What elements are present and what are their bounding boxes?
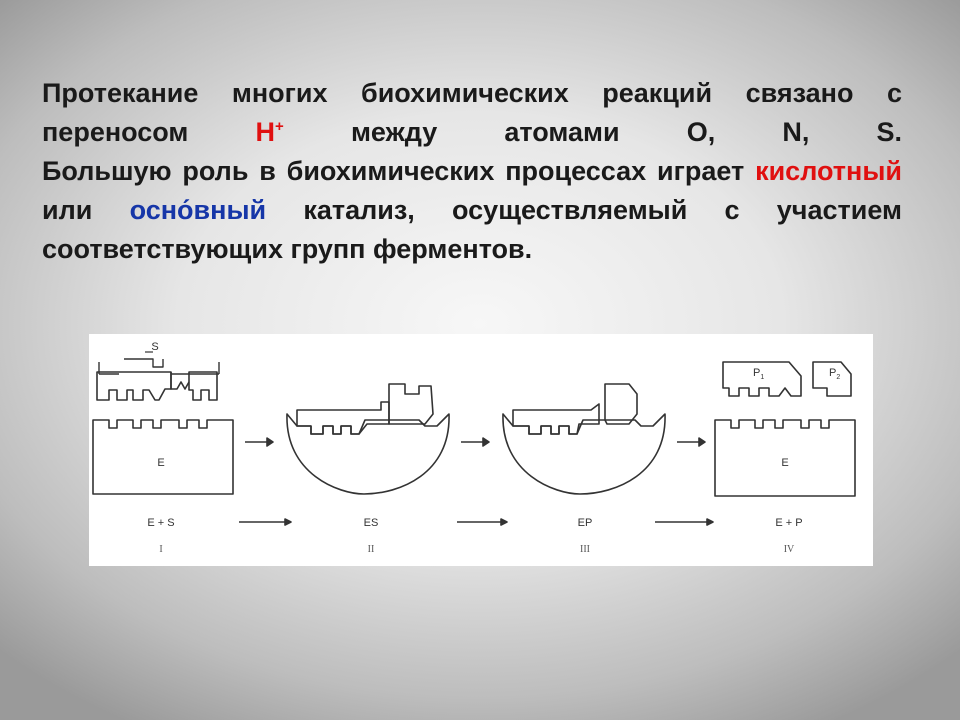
- slide-text: [42, 74, 902, 269]
- enzyme-label-stage4: E: [781, 457, 789, 469]
- text-part: между атомами O, N, S.: [350, 117, 902, 147]
- stage-numeral: I: [159, 544, 163, 555]
- substrate-label: S: [151, 341, 159, 353]
- paragraph-catalysis: [42, 152, 902, 269]
- proton-charge: +: [275, 118, 284, 135]
- paragraph-proton-transfer: [42, 74, 902, 152]
- acidic-term: кислотный: [755, 156, 902, 186]
- stage-formula: E + S: [147, 517, 175, 529]
- basic-term: осно́вный: [129, 195, 267, 225]
- es-complex-shape: [287, 384, 449, 494]
- reaction-arrow: [245, 438, 273, 446]
- product-2-label: [829, 367, 840, 381]
- text-part: или: [42, 195, 93, 225]
- text-part: катализ, осуществляемый с участием соответствующих групп ферментов.: [42, 195, 902, 264]
- stage-formula: ES: [363, 517, 379, 529]
- proton-symbol: [256, 117, 284, 147]
- stage-formula: EP: [577, 517, 593, 529]
- product-2-subscript: 2: [836, 374, 841, 381]
- equation-arrow: [655, 519, 713, 525]
- product-1-subscript: 1: [760, 374, 765, 381]
- stage-numeral: II: [367, 544, 375, 555]
- substrate-shape: [97, 352, 219, 400]
- product-1-label: [753, 367, 764, 381]
- product-2-letter: P: [829, 367, 837, 379]
- product-1-letter: P: [753, 367, 761, 379]
- text-part: Большую роль в биохимических процессах играет: [42, 156, 745, 186]
- enzyme-label-stage1: E: [157, 457, 165, 469]
- text-part: Протекание многих биохимических реакций связано с переносом: [42, 78, 902, 147]
- ep-complex-shape: [503, 384, 665, 494]
- stage-numeral: IV: [783, 544, 795, 555]
- enzyme-mechanism-figure: [89, 334, 873, 566]
- stage-numeral: III: [580, 544, 590, 555]
- proton-letter: H: [255, 117, 276, 147]
- reaction-arrow: [461, 438, 489, 446]
- enzyme-mechanism-diagram: [89, 334, 873, 566]
- equation-arrow: [457, 519, 507, 525]
- stage-formula: E + P: [775, 517, 803, 529]
- reaction-arrow: [677, 438, 705, 446]
- equation-arrow: [239, 519, 291, 525]
